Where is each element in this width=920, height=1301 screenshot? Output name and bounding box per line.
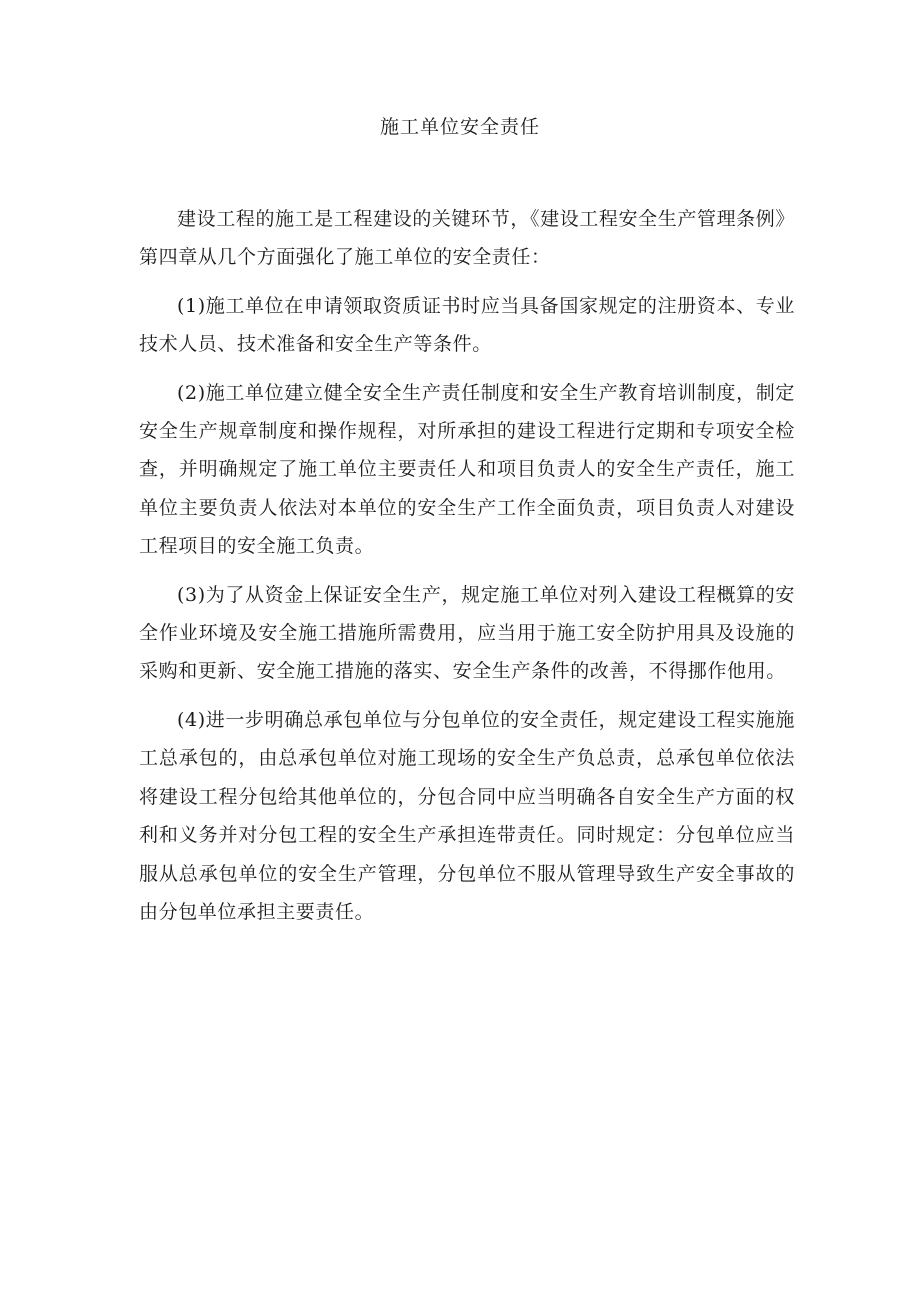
page-title: 施工单位安全责任	[379, 116, 540, 138]
paragraph-intro: 建设工程的施工是工程建设的关键环节，《建设工程安全生产管理条例》第四章从几个方面强化了施工单位的安全责任：	[139, 208, 795, 269]
paragraph-item-1: (1)施工单位在申请领取资质证书时应当具备国家规定的注册资本、专业技术人员、技术准备和安全生产等条件。	[139, 294, 795, 356]
document-body	[139, 200, 795, 941]
paragraph-item-2: (2)施工单位建立健全安全生产责任制度和安全生产教育培训制度，制定安全生产规章制度和操作规程，对所承担的建设工程进行定期和专项安全检查，并明确规定了施工单位主要责任人和项目负责人的安全生产责任，施工单位主要负责人依法对本单位的安全生产工作全面负责，项目负责人对建设工程项目的安全施工负责。	[139, 381, 795, 558]
paragraph-item-4: (4)进一步明确总承包单位与分包单位的安全责任，规定建设工程实施施工总承包的，由总承包单位对施工现场的安全生产负总责，总承包单位依法将建设工程分包给其他单位的，分包合同中应当明确各自安全生产方面的权利和义务并对分包工程的安全生产承担连带责任。同时规定：分包单位应当服从总承包单位的安全生产管理，分包单位不服从管理导致生产安全事故的由分包单位承担主要责任。	[139, 708, 795, 923]
paragraph-item-3: (3)为了从资金上保证安全生产，规定施工单位对列入建设工程概算的安全作业环境及安全施工措施所需费用，应当用于施工安全防护用具及设施的采购和更新、安全施工措施的落实、安全生产条件的改善，不得挪作他用。	[139, 583, 795, 683]
